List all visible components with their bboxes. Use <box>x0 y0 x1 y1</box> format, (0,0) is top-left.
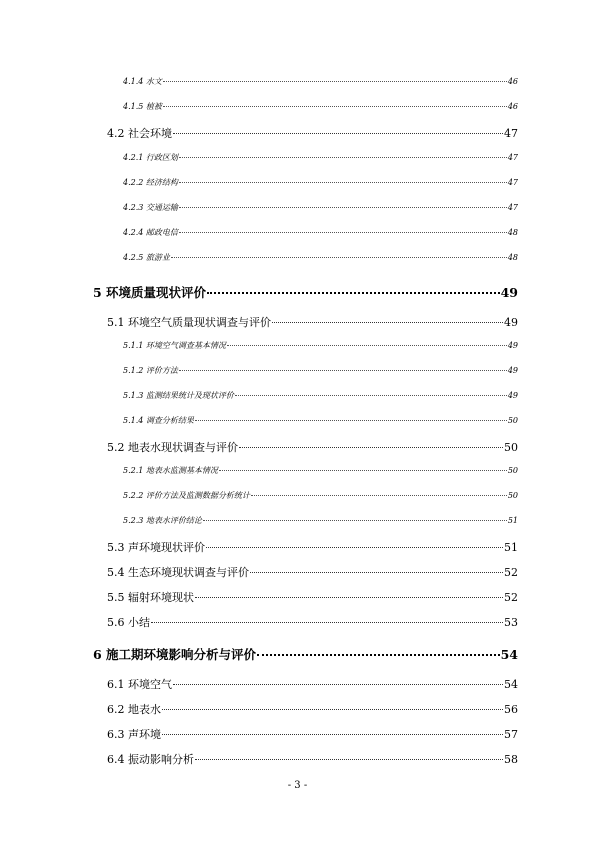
toc-entry-title: 4.2.2 经济结构 <box>123 178 178 187</box>
toc-dot-leader <box>179 182 507 183</box>
toc-entry-title: 5.2 地表水现状调查与评价 <box>107 441 238 454</box>
toc-entry[interactable] <box>123 152 518 163</box>
toc-entry[interactable] <box>107 676 518 692</box>
toc-entry-page: 47 <box>504 127 518 140</box>
toc-entry-title: 5.1.2 评价方法 <box>123 366 178 375</box>
toc-entry-page: 47 <box>507 203 518 212</box>
toc-entry-title: 5.5 辐射环境现状 <box>107 591 194 604</box>
toc-dot-leader <box>163 106 507 107</box>
toc-entry-title: 4.2.5 旅游业 <box>123 253 170 262</box>
toc-entry[interactable] <box>123 490 518 501</box>
toc-entry-page: 49 <box>507 366 518 375</box>
toc-dot-leader <box>250 572 503 573</box>
toc-dot-leader <box>207 292 500 294</box>
toc-dot-leader <box>239 447 503 448</box>
toc-entry[interactable] <box>123 101 518 112</box>
toc-entry-page: 48 <box>507 228 518 237</box>
toc-entry-page: 54 <box>504 678 518 691</box>
toc-entry-page: 49 <box>500 285 518 300</box>
toc-dot-leader <box>179 370 507 371</box>
toc-dot-leader <box>195 597 503 598</box>
toc-entry[interactable] <box>107 539 518 555</box>
toc-entry-title: 6.4 振动影响分析 <box>107 753 194 766</box>
toc-entry[interactable] <box>123 76 518 87</box>
toc-entry-title: 5.1.4 调查分析结果 <box>123 416 194 425</box>
toc-entry-chapter[interactable] <box>93 645 518 663</box>
toc-entry-title: 5.1 环境空气质量现状调查与评价 <box>107 316 271 329</box>
toc-entry-title: 4.1.5 植被 <box>123 102 162 111</box>
toc-dot-leader <box>163 81 507 82</box>
toc-entry[interactable] <box>107 125 518 141</box>
toc-entry-page: 53 <box>504 616 518 629</box>
toc-dot-leader <box>171 257 507 258</box>
toc-dot-leader <box>219 470 507 471</box>
toc-entry[interactable] <box>123 252 518 263</box>
toc-entry[interactable] <box>107 314 518 330</box>
toc-entry-title: 5.1.3 监测结果统计及现状评价 <box>123 391 234 400</box>
toc-entry[interactable] <box>123 415 518 426</box>
toc-entry[interactable] <box>107 614 518 630</box>
toc-entry-title: 5.2.3 地表水评价结论 <box>123 516 202 525</box>
toc-entry-page: 49 <box>504 316 518 329</box>
toc-entry[interactable] <box>123 227 518 238</box>
toc-entry-title: 5.2.2 评价方法及监测数据分析统计 <box>123 491 250 500</box>
toc-entry[interactable] <box>107 564 518 580</box>
toc-dot-leader <box>179 207 507 208</box>
toc-dot-leader <box>227 345 507 346</box>
toc-entry-page: 52 <box>504 566 518 579</box>
toc-entry-page: 49 <box>507 391 518 400</box>
toc-dot-leader <box>151 622 503 623</box>
toc-entry[interactable] <box>107 726 518 742</box>
toc-entry-title: 5.3 声环境现状评价 <box>107 541 205 554</box>
toc-entry-page: 50 <box>504 441 518 454</box>
toc-entry-page: 51 <box>504 541 518 554</box>
toc-entry-title: 5.1.1 环境空气调查基本情况 <box>123 341 226 350</box>
toc-entry[interactable] <box>123 515 518 526</box>
toc-entry-page: 56 <box>504 703 518 716</box>
toc-entry-title: 5.4 生态环境现状调查与评价 <box>107 566 249 579</box>
toc-entry-page: 54 <box>500 647 518 662</box>
toc-entry-page: 47 <box>507 153 518 162</box>
toc-entry[interactable] <box>123 202 518 213</box>
toc-dot-leader <box>162 734 503 735</box>
toc-entry-title: 5 环境质量现状评价 <box>93 285 207 300</box>
toc-dot-leader <box>162 709 503 710</box>
toc-dot-leader <box>251 495 507 496</box>
toc-entry[interactable] <box>107 701 518 717</box>
toc-entry-page: 50 <box>507 416 518 425</box>
toc-dot-leader <box>179 157 507 158</box>
toc-dot-leader <box>206 547 503 548</box>
toc-entry-page: 50 <box>507 466 518 475</box>
toc-entry-page: 46 <box>507 102 518 111</box>
toc-entry-title: 5.2.1 地表水监测基本情况 <box>123 466 218 475</box>
toc-entry[interactable] <box>107 439 518 455</box>
toc-entry[interactable] <box>123 365 518 376</box>
toc-entry-title: 6 施工期环境影响分析与评价 <box>93 647 257 662</box>
toc-dot-leader <box>179 232 507 233</box>
toc-dot-leader <box>173 133 503 134</box>
toc-dot-leader <box>257 654 500 656</box>
toc-dot-leader <box>195 759 503 760</box>
toc-entry[interactable] <box>123 465 518 476</box>
page-number: - 3 - <box>287 780 308 791</box>
toc-dot-leader <box>272 322 503 323</box>
toc-entry-title: 4.2.3 交通运输 <box>123 203 178 212</box>
toc-entry[interactable] <box>123 390 518 401</box>
toc-entry-page: 51 <box>507 516 518 525</box>
toc-entry[interactable] <box>123 340 518 351</box>
toc-entry-title: 4.2 社会环境 <box>107 127 172 140</box>
toc-entry-title: 4.2.4 邮政电信 <box>123 228 178 237</box>
toc-entry-title: 6.3 声环境 <box>107 728 161 741</box>
toc-entry-title: 5.6 小结 <box>107 616 150 629</box>
toc-entry-page: 57 <box>504 728 518 741</box>
toc-entry-page: 49 <box>507 341 518 350</box>
toc-entry[interactable] <box>107 751 518 767</box>
toc-entry-page: 58 <box>504 753 518 766</box>
toc-entry-title: 4.1.4 水文 <box>123 77 162 86</box>
toc-dot-leader <box>235 395 507 396</box>
toc-entry-page: 52 <box>504 591 518 604</box>
toc-entry-title: 4.2.1 行政区划 <box>123 153 178 162</box>
toc-entry[interactable] <box>123 177 518 188</box>
toc-entry[interactable] <box>107 589 518 605</box>
toc-dot-leader <box>203 520 507 521</box>
toc-entry-chapter[interactable] <box>93 283 518 301</box>
toc-entry-page: 47 <box>507 178 518 187</box>
toc-dot-leader <box>173 684 503 685</box>
toc-entry-title: 6.1 环境空气 <box>107 678 172 691</box>
toc-dot-leader <box>195 420 507 421</box>
toc-entry-title: 6.2 地表水 <box>107 703 161 716</box>
toc-entry-page: 50 <box>507 491 518 500</box>
toc-entry-page: 46 <box>507 77 518 86</box>
toc-entry-page: 48 <box>507 253 518 262</box>
